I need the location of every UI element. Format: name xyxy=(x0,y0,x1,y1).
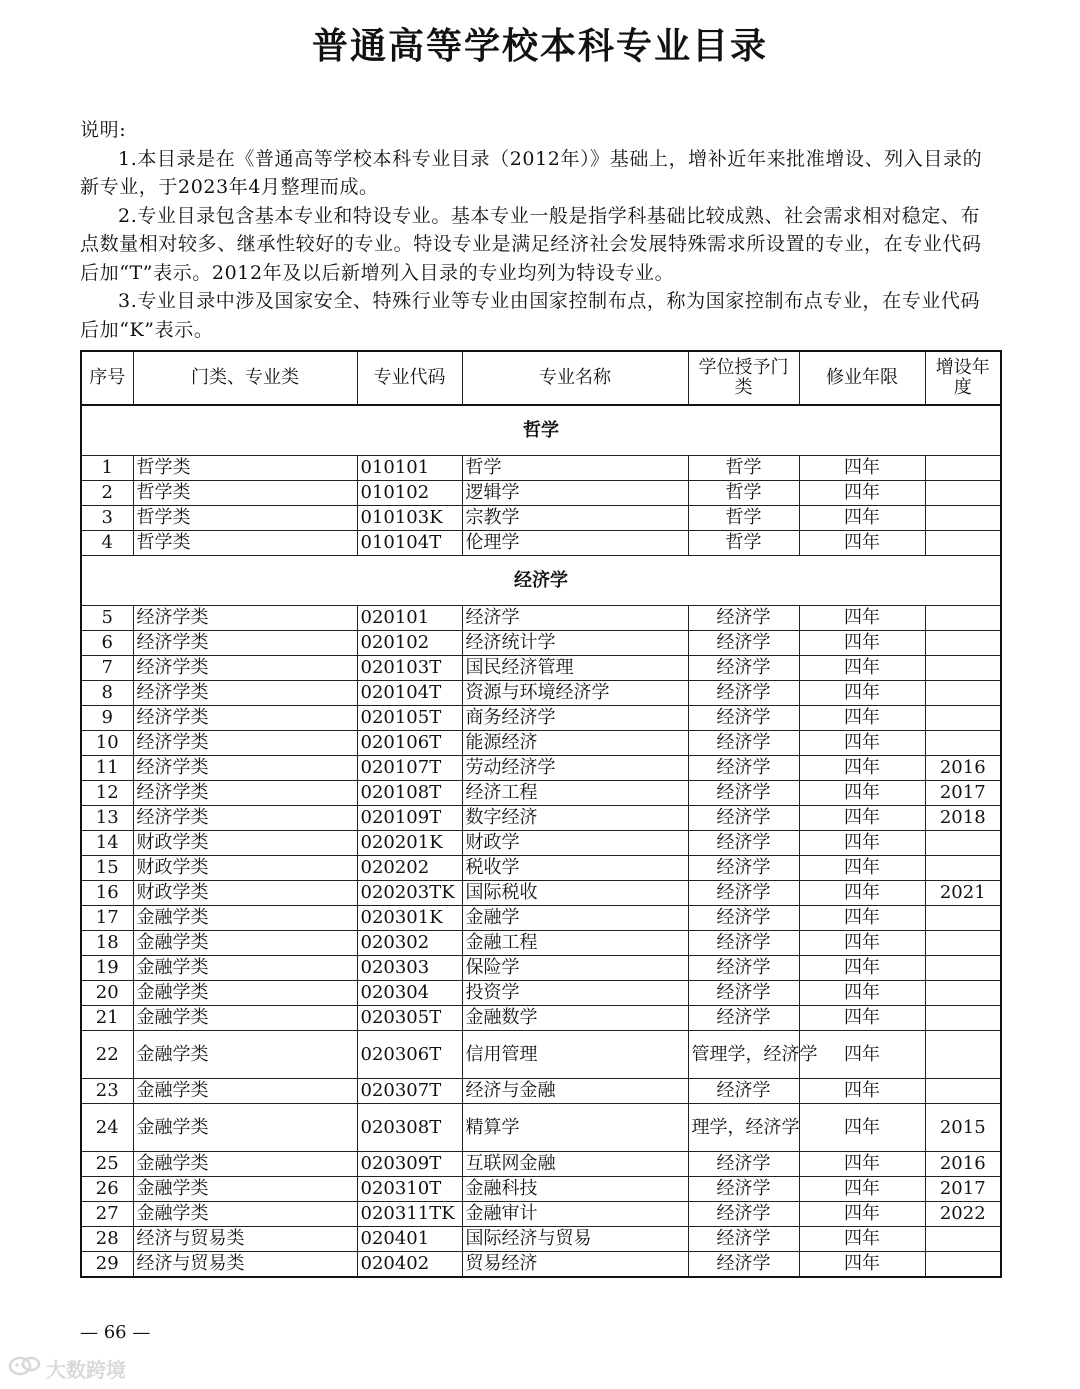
cell-degree: 经济学 xyxy=(688,806,799,831)
table-row xyxy=(81,931,1001,956)
table-row xyxy=(81,881,1001,906)
table-row xyxy=(81,906,1001,931)
cell-added: 2015 xyxy=(925,1104,1001,1152)
document-title: 普通高等学校本科专业目录 xyxy=(311,26,768,67)
cell-seq: 3 xyxy=(81,506,133,531)
table-row xyxy=(81,656,1001,681)
cell-name: 国际经济与贸易 xyxy=(462,1227,688,1252)
notes-heading: 说明: xyxy=(80,119,127,141)
table-row xyxy=(81,1202,1001,1227)
cell-degree: 经济学 xyxy=(688,1177,799,1202)
cell-degree: 经济学 xyxy=(688,656,799,681)
cell-seq: 11 xyxy=(81,756,133,781)
cell-name: 经济学 xyxy=(462,606,688,631)
cell-seq: 5 xyxy=(81,606,133,631)
cell-category: 金融学类 xyxy=(133,1152,357,1177)
cell-added: 2016 xyxy=(925,756,1001,781)
cell-category: 经济学类 xyxy=(133,606,357,631)
cell-years: 四年 xyxy=(799,731,925,756)
cell-category: 金融学类 xyxy=(133,981,357,1006)
cell-years: 四年 xyxy=(799,1252,925,1278)
cell-code: 020305T xyxy=(357,1006,462,1031)
cell-seq: 15 xyxy=(81,856,133,881)
cell-degree: 经济学 xyxy=(688,606,799,631)
cell-years: 四年 xyxy=(799,1104,925,1152)
cell-code: 020304 xyxy=(357,981,462,1006)
cell-name: 金融工程 xyxy=(462,931,688,956)
cell-degree: 经济学 xyxy=(688,706,799,731)
cell-category: 哲学类 xyxy=(133,456,357,481)
cell-name: 精算学 xyxy=(462,1104,688,1152)
cell-category: 经济学类 xyxy=(133,731,357,756)
cell-years: 四年 xyxy=(799,531,925,556)
table-body xyxy=(81,405,1001,1277)
cell-code: 020201K xyxy=(357,831,462,856)
cell-degree: 经济学 xyxy=(688,1202,799,1227)
cell-category: 金融学类 xyxy=(133,1104,357,1152)
cell-seq: 12 xyxy=(81,781,133,806)
cell-years: 四年 xyxy=(799,1079,925,1104)
table-row xyxy=(81,731,1001,756)
cell-degree: 经济学 xyxy=(688,631,799,656)
cell-name: 投资学 xyxy=(462,981,688,1006)
cell-seq: 27 xyxy=(81,1202,133,1227)
cell-added xyxy=(925,656,1001,681)
cell-added xyxy=(925,531,1001,556)
cell-name: 哲学 xyxy=(462,456,688,481)
cell-code: 010102 xyxy=(357,481,462,506)
cell-name: 国民经济管理 xyxy=(462,656,688,681)
table-row xyxy=(81,806,1001,831)
cell-added: 2018 xyxy=(925,806,1001,831)
cell-category: 经济学类 xyxy=(133,656,357,681)
cell-years: 四年 xyxy=(799,956,925,981)
cell-years: 四年 xyxy=(799,656,925,681)
cell-added xyxy=(925,1227,1001,1252)
cell-code: 020303 xyxy=(357,956,462,981)
section-label: 经济学 xyxy=(81,556,1001,606)
cell-code: 010101 xyxy=(357,456,462,481)
cell-code: 020302 xyxy=(357,931,462,956)
cell-name: 宗教学 xyxy=(462,506,688,531)
table-row xyxy=(81,706,1001,731)
cell-degree: 经济学 xyxy=(688,1152,799,1177)
table-row xyxy=(81,756,1001,781)
cell-seq: 26 xyxy=(81,1177,133,1202)
cell-years: 四年 xyxy=(799,1227,925,1252)
table-row xyxy=(81,1079,1001,1104)
cell-degree: 经济学 xyxy=(688,931,799,956)
cell-years: 四年 xyxy=(799,681,925,706)
cell-degree: 经济学 xyxy=(688,956,799,981)
cell-added xyxy=(925,856,1001,881)
cell-years: 四年 xyxy=(799,1006,925,1031)
cell-code: 010104T xyxy=(357,531,462,556)
cell-name: 数字经济 xyxy=(462,806,688,831)
header-seq: 序号 xyxy=(81,351,133,405)
cell-added: 2022 xyxy=(925,1202,1001,1227)
header-degree: 学位授予门类 xyxy=(688,351,799,405)
cell-added xyxy=(925,956,1001,981)
cell-degree: 经济学 xyxy=(688,981,799,1006)
cell-added xyxy=(925,831,1001,856)
cell-code: 020105T xyxy=(357,706,462,731)
cell-category: 哲学类 xyxy=(133,506,357,531)
cell-years: 四年 xyxy=(799,781,925,806)
cell-degree: 经济学 xyxy=(688,906,799,931)
cell-seq: 9 xyxy=(81,706,133,731)
table-row xyxy=(81,1104,1001,1152)
header-category: 门类、专业类 xyxy=(133,351,357,405)
cell-degree: 经济学 xyxy=(688,856,799,881)
cell-category: 经济学类 xyxy=(133,806,357,831)
header-name: 专业名称 xyxy=(462,351,688,405)
cell-code: 020309T xyxy=(357,1152,462,1177)
table-row xyxy=(81,956,1001,981)
cell-years: 四年 xyxy=(799,606,925,631)
page-number: — 66 — xyxy=(80,1322,151,1343)
cell-name: 经济工程 xyxy=(462,781,688,806)
cell-name: 劳动经济学 xyxy=(462,756,688,781)
cell-seq: 16 xyxy=(81,881,133,906)
cell-years: 四年 xyxy=(799,631,925,656)
cell-seq: 25 xyxy=(81,1152,133,1177)
cell-years: 四年 xyxy=(799,981,925,1006)
cell-degree: 经济学 xyxy=(688,1252,799,1278)
cell-category: 经济与贸易类 xyxy=(133,1227,357,1252)
cell-name: 金融审计 xyxy=(462,1202,688,1227)
cell-name: 商务经济学 xyxy=(462,706,688,731)
cell-name: 能源经济 xyxy=(462,731,688,756)
cell-seq: 29 xyxy=(81,1252,133,1278)
cell-degree: 经济学 xyxy=(688,756,799,781)
cell-added xyxy=(925,481,1001,506)
header-code: 专业代码 xyxy=(357,351,462,405)
cell-name: 逻辑学 xyxy=(462,481,688,506)
cell-years: 四年 xyxy=(799,906,925,931)
watermark xyxy=(8,1352,126,1384)
cell-degree: 经济学 xyxy=(688,731,799,756)
cell-added: 2021 xyxy=(925,881,1001,906)
cell-years: 四年 xyxy=(799,931,925,956)
cell-name: 经济与金融 xyxy=(462,1079,688,1104)
cell-code: 020402 xyxy=(357,1252,462,1278)
cell-code: 020301K xyxy=(357,906,462,931)
cell-code: 020203TK xyxy=(357,881,462,906)
table-row xyxy=(81,1252,1001,1278)
cell-category: 哲学类 xyxy=(133,481,357,506)
cell-code: 010103K xyxy=(357,506,462,531)
cell-code: 020107T xyxy=(357,756,462,781)
cell-seq: 21 xyxy=(81,1006,133,1031)
cell-name: 经济统计学 xyxy=(462,631,688,656)
cell-degree: 经济学 xyxy=(688,781,799,806)
cell-seq: 6 xyxy=(81,631,133,656)
cell-added xyxy=(925,1252,1001,1278)
section-label: 哲学 xyxy=(81,405,1001,456)
cell-category: 经济学类 xyxy=(133,631,357,656)
cell-seq: 18 xyxy=(81,931,133,956)
cell-name: 贸易经济 xyxy=(462,1252,688,1278)
cell-degree: 管理学，经济学 xyxy=(688,1031,799,1079)
cell-added xyxy=(925,931,1001,956)
cell-degree: 经济学 xyxy=(688,1227,799,1252)
cell-degree: 哲学 xyxy=(688,456,799,481)
cell-seq: 23 xyxy=(81,1079,133,1104)
table-row xyxy=(81,506,1001,531)
cell-code: 020106T xyxy=(357,731,462,756)
cell-name: 互联网金融 xyxy=(462,1152,688,1177)
cell-code: 020103T xyxy=(357,656,462,681)
table-row xyxy=(81,1152,1001,1177)
cell-code: 020102 xyxy=(357,631,462,656)
header-years: 修业年限 xyxy=(799,351,925,405)
cell-added: 2017 xyxy=(925,1177,1001,1202)
cell-name: 资源与环境经济学 xyxy=(462,681,688,706)
cell-name: 金融学 xyxy=(462,906,688,931)
table-row xyxy=(81,981,1001,1006)
note-1: 1.本目录是在《普通高等学校本科专业目录（2012年）》基础上，增补近年来批准增设、列入目录的新专业，于2023年4月整理而成。 xyxy=(80,147,983,198)
cell-category: 金融学类 xyxy=(133,906,357,931)
watermark-logo-icon xyxy=(8,1353,42,1384)
cell-years: 四年 xyxy=(799,1152,925,1177)
cell-degree: 经济学 xyxy=(688,1006,799,1031)
cell-category: 经济学类 xyxy=(133,756,357,781)
cell-years: 四年 xyxy=(799,756,925,781)
cell-seq: 24 xyxy=(81,1104,133,1152)
cell-name: 伦理学 xyxy=(462,531,688,556)
cell-name: 财政学 xyxy=(462,831,688,856)
cell-degree: 哲学 xyxy=(688,531,799,556)
cell-added xyxy=(925,706,1001,731)
cell-seq: 2 xyxy=(81,481,133,506)
cell-years: 四年 xyxy=(799,1202,925,1227)
table-row xyxy=(81,831,1001,856)
cell-seq: 4 xyxy=(81,531,133,556)
table-row xyxy=(81,1177,1001,1202)
cell-years: 四年 xyxy=(799,831,925,856)
cell-seq: 1 xyxy=(81,456,133,481)
cell-added xyxy=(925,1079,1001,1104)
cell-years: 四年 xyxy=(799,1031,925,1079)
table-row xyxy=(81,481,1001,506)
cell-years: 四年 xyxy=(799,506,925,531)
cell-seq: 19 xyxy=(81,956,133,981)
cell-seq: 13 xyxy=(81,806,133,831)
cell-seq: 22 xyxy=(81,1031,133,1079)
cell-code: 020310T xyxy=(357,1177,462,1202)
cell-code: 020307T xyxy=(357,1079,462,1104)
cell-code: 020108T xyxy=(357,781,462,806)
cell-name: 税收学 xyxy=(462,856,688,881)
cell-added xyxy=(925,506,1001,531)
cell-degree: 理学，经济学 xyxy=(688,1104,799,1152)
cell-code: 020202 xyxy=(357,856,462,881)
table-row xyxy=(81,1006,1001,1031)
cell-seq: 14 xyxy=(81,831,133,856)
cell-category: 哲学类 xyxy=(133,531,357,556)
cell-category: 金融学类 xyxy=(133,1006,357,1031)
cell-added xyxy=(925,981,1001,1006)
cell-seq: 28 xyxy=(81,1227,133,1252)
cell-category: 金融学类 xyxy=(133,1079,357,1104)
cell-category: 经济学类 xyxy=(133,681,357,706)
table-row xyxy=(81,531,1001,556)
cell-added xyxy=(925,906,1001,931)
cell-category: 经济学类 xyxy=(133,706,357,731)
cell-category: 金融学类 xyxy=(133,956,357,981)
cell-added xyxy=(925,681,1001,706)
section-row xyxy=(81,405,1001,456)
header-added: 增设年度 xyxy=(925,351,1001,405)
cell-code: 020311TK xyxy=(357,1202,462,1227)
cell-name: 金融数学 xyxy=(462,1006,688,1031)
table-row xyxy=(81,856,1001,881)
cell-seq: 7 xyxy=(81,656,133,681)
cell-degree: 经济学 xyxy=(688,881,799,906)
cell-code: 020401 xyxy=(357,1227,462,1252)
cell-years: 四年 xyxy=(799,856,925,881)
watermark-text: 大数跨境 xyxy=(46,1357,126,1382)
cell-category: 金融学类 xyxy=(133,1177,357,1202)
cell-category: 金融学类 xyxy=(133,931,357,956)
cell-code: 020109T xyxy=(357,806,462,831)
cell-category: 财政学类 xyxy=(133,881,357,906)
cell-years: 四年 xyxy=(799,481,925,506)
cell-added xyxy=(925,631,1001,656)
cell-category: 经济学类 xyxy=(133,781,357,806)
cell-name: 国际税收 xyxy=(462,881,688,906)
cell-code: 020308T xyxy=(357,1104,462,1152)
cell-seq: 8 xyxy=(81,681,133,706)
table-row xyxy=(81,1031,1001,1079)
cell-added xyxy=(925,731,1001,756)
cell-code: 020306T xyxy=(357,1031,462,1079)
table-row xyxy=(81,456,1001,481)
cell-added xyxy=(925,1006,1001,1031)
cell-degree: 经济学 xyxy=(688,681,799,706)
cell-category: 财政学类 xyxy=(133,856,357,881)
cell-name: 金融科技 xyxy=(462,1177,688,1202)
cell-degree: 哲学 xyxy=(688,481,799,506)
cell-code: 020104T xyxy=(357,681,462,706)
cell-category: 金融学类 xyxy=(133,1202,357,1227)
section-row xyxy=(81,556,1001,606)
cell-degree: 经济学 xyxy=(688,831,799,856)
table-row xyxy=(81,1227,1001,1252)
cell-years: 四年 xyxy=(799,881,925,906)
cell-name: 保险学 xyxy=(462,956,688,981)
cell-category: 金融学类 xyxy=(133,1031,357,1079)
cell-years: 四年 xyxy=(799,706,925,731)
cell-category: 财政学类 xyxy=(133,831,357,856)
cell-seq: 17 xyxy=(81,906,133,931)
cell-name: 信用管理 xyxy=(462,1031,688,1079)
major-catalog-table xyxy=(80,350,1002,1278)
cell-years: 四年 xyxy=(799,456,925,481)
cell-added: 2016 xyxy=(925,1152,1001,1177)
cell-seq: 20 xyxy=(81,981,133,1006)
cell-years: 四年 xyxy=(799,1177,925,1202)
cell-added xyxy=(925,606,1001,631)
cell-added: 2017 xyxy=(925,781,1001,806)
cell-added xyxy=(925,456,1001,481)
table-row xyxy=(81,781,1001,806)
cell-code: 020101 xyxy=(357,606,462,631)
notes-block xyxy=(80,116,995,344)
cell-degree: 哲学 xyxy=(688,506,799,531)
cell-category: 经济与贸易类 xyxy=(133,1252,357,1278)
cell-degree: 经济学 xyxy=(688,1079,799,1104)
table-header-row xyxy=(81,351,1001,405)
table-row xyxy=(81,631,1001,656)
table-row xyxy=(81,681,1001,706)
cell-seq: 10 xyxy=(81,731,133,756)
cell-added xyxy=(925,1031,1001,1079)
note-2: 2.专业目录包含基本专业和特设专业。基本专业一般是指学科基础比较成熟、社会需求相对稳定、布点数量相对较多、继承性较好的专业。特设专业是满足经济社会发展特殊需求所设置的专业，在专业代码后加“T”表示。2012年及以后新增列入目录的专业均列为特设专业。 xyxy=(80,204,982,284)
note-3: 3.专业目录中涉及国家安全、特殊行业等专业由国家控制布点，称为国家控制布点专业，在专业代码后加“K”表示。 xyxy=(80,290,981,341)
table-row xyxy=(81,606,1001,631)
cell-years: 四年 xyxy=(799,806,925,831)
